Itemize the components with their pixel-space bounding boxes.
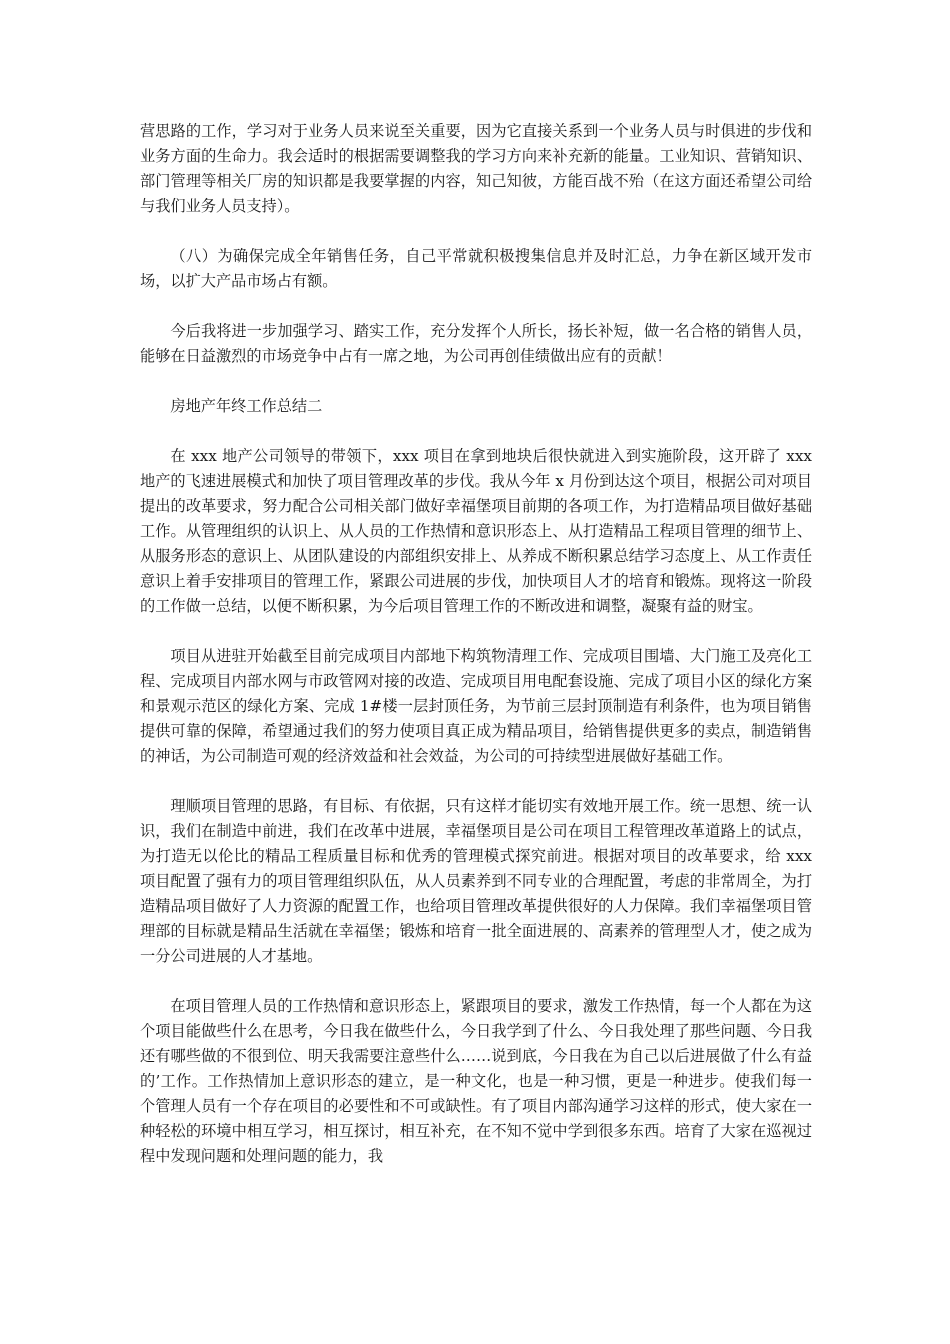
paragraph-work-enthusiasm: 在项目管理人员的工作热情和意识形态上，紧跟项目的要求，激发工作热情，每一个人都在为这个项目能做些什么在思考，今日我在做些什么，今日我学到了什么、今日我处理了那些问题、今日我还有哪些做的不很到位、明天我需要注意些什么……说到底，今日我在为自己以后进展做了什么有益的’工作。工作热情加上意识形态的建立，是一种文化，也是一种习惯，更是一种进步。使我们每一个管理人员有一个存在项目的必要性和不可或缺性。有了项目内部沟通学习这样的形式，使大家在一种轻松的环境中相互学习，相互探讨，相互补充，在不知不觉中学到很多东西。培育了大家在巡视过程中发现问题和处理问题的能力，我 [140,997,812,1165]
section-heading: 房地产年终工作总结二 [170,397,323,415]
document-body [140,119,812,1194]
paragraph-progress: 项目从进驻开始截至目前完成项目内部地下构筑物清理工作、完成项目围墙、大门施工及亮化工程、完成项目内部水网与市政管网对接的改造、完成项目用电配套设施、完成了项目小区的绿化方案和景观示范区的绿化方案、完成 1#楼一层封顶任务，为节前三层封顶制造有利条件，也为项目销售提供可靠的保障，希望通过我们的努力使项目真正成为精品项目，给销售提供更多的卖点，制造销售的神话，为公司制造可观的经济效益和社会效益，为公司的可持续型进展做好基础工作。 [140,647,812,765]
paragraph-future-plan: 今后我将进一步加强学习、踏实工作，充分发挥个人所长，扬长补短，做一名合格的销售人员，能够在日益激烈的市场竞争中占有一席之地，为公司再创佳绩做出应有的贡献！ [140,322,812,365]
paragraph-sales-task: （八）为确保完成全年销售任务，自己平常就积极搜集信息并及时汇总，力争在新区域开发市场，以扩大产品市场占有额。 [140,247,812,290]
paragraph-continued: 营思路的工作，学习对于业务人员来说至关重要，因为它直接关系到一个业务人员与时俱进的步伐和业务方面的生命力。我会适时的根据需要调整我的学习方向来补充新的能量。工业知识、营销知识、部门管理等相关厂房的知识都是我要掌握的内容，知己知彼，方能百战不殆（在这方面还希望公司给与我们业务人员支持）。 [140,122,812,215]
paragraph-intro: 在 xxx 地产公司领导的带领下，xxx 项目在拿到地块后很快就进入到实施阶段，这开辟了 xxx 地产的飞速进展模式和加快了项目管理改革的步伐。我从今年 x 月份到达这个项目，根据公司对项目提出的改革要求，努力配合公司相关部门做好幸福堡项目前期的各项工作，为打造精品项目做好基础工作。从管理组织的认识上、从人员的工作热情和意识形态上、从打造精品工程项目管理的细节上、从服务形态的意识上、从团队建设的内部组织安排上、从养成不断积累总结学习态度上、从工作责任意识上着手安排项目的管理工作，紧跟公司进展的步伐，加快项目人才的培育和锻炼。现将这一阶段的工作做一总结，以便不断积累，为今后项目管理工作的不断改进和调整，凝聚有益的财宝。 [140,447,812,615]
paragraph-management-thinking: 理顺项目管理的思路，有目标、有依据，只有这样才能切实有效地开展工作。统一思想、统一认识，我们在制造中前进，我们在改革中进展，幸福堡项目是公司在项目工程管理改革道路上的试点，为打造无以伦比的精品工程质量目标和优秀的管理模式探究前进。根据对项目的改革要求，给 xxx 项目配置了强有力的项目管理组织队伍，从人员素养到不同专业的合理配置，考虑的非常周全，为打造精品项目做好了人力资源的配置工作，也给项目管理改革提供很好的人力保障。我们幸福堡项目管理部的目标就是精品生活就在幸福堡；锻炼和培育一批全面进展的、高素养的管理型人才，使之成为一分公司进展的人才基地。 [140,797,812,965]
